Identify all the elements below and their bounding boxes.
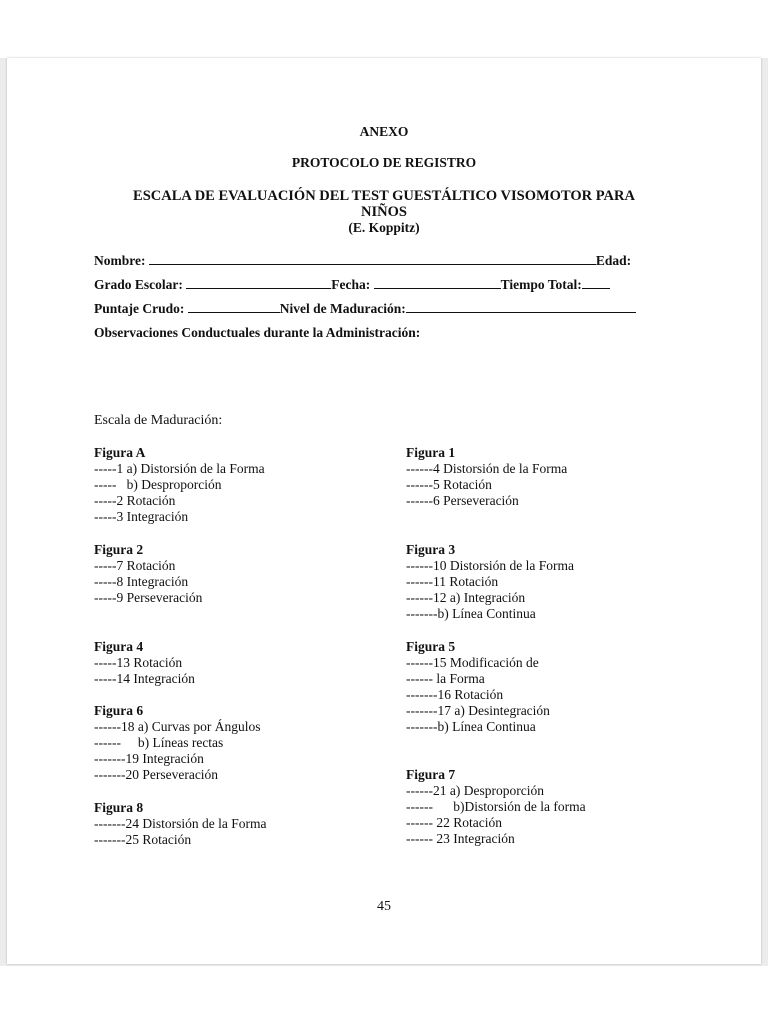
- top-margin: [0, 0, 768, 58]
- grade-row: [94, 277, 610, 293]
- raw-score-field[interactable]: [188, 301, 280, 313]
- figure-2-title: Figura 2: [94, 542, 144, 557]
- scale-title-line1: ESCALA DE EVALUACIÓN DEL TEST GUESTÁLTICO VISOMOTOR PARA: [133, 188, 635, 204]
- figure-6-title: Figura 6: [94, 703, 144, 718]
- page-number: 45: [377, 899, 391, 914]
- raw-score-label: Puntaje Crudo:: [94, 301, 185, 316]
- figure-1-item: ------4 Distorsión de la Forma: [406, 461, 568, 476]
- name-label: Nombre:: [94, 253, 146, 268]
- figure-a-item: -----2 Rotación: [94, 493, 176, 508]
- maturity-scale-label: Escala de Maduración:: [94, 413, 223, 428]
- figure-1-item: ------6 Perseveración: [406, 493, 519, 508]
- date-label: Fecha:: [331, 277, 371, 292]
- observations-label: Observaciones Conductuales durante la Administración:: [94, 325, 421, 340]
- total-time-label: Tiempo Total:: [500, 277, 582, 292]
- figure-1-title: Figura 1: [406, 445, 456, 460]
- figure-2-item: -----8 Integración: [94, 574, 189, 589]
- date-field[interactable]: [374, 277, 501, 289]
- figure-7-item: ------ b)Distorsión de la forma: [406, 799, 586, 814]
- figure-3-item: -------b) Línea Continua: [406, 606, 536, 621]
- figure-7-item: ------ 23 Integración: [406, 831, 515, 846]
- figure-4-item: -----13 Rotación: [94, 655, 183, 670]
- name-row: [94, 253, 631, 269]
- figure-3-title: Figura 3: [406, 542, 456, 557]
- figure-6-item: -------19 Integración: [94, 751, 204, 766]
- figure-5-item: ------ la Forma: [406, 671, 485, 686]
- figure-7-item: ------ 22 Rotación: [406, 815, 502, 830]
- figure-a-item: -----3 Integración: [94, 509, 189, 524]
- score-row: [94, 301, 636, 317]
- figure-a-block: [94, 445, 265, 525]
- figure-5-item: -------16 Rotación: [406, 687, 504, 702]
- figure-5-item: -------b) Línea Continua: [406, 719, 536, 734]
- figure-7-block: [406, 767, 586, 847]
- figure-6-item: ------ b) Líneas rectas: [94, 735, 224, 750]
- figure-3-item: ------11 Rotación: [406, 574, 499, 589]
- total-time-field[interactable]: [582, 277, 610, 289]
- figure-5-title: Figura 5: [406, 639, 456, 654]
- maturity-level-label: Nivel de Maduración:: [279, 301, 406, 316]
- figure-4-title: Figura 4: [94, 639, 144, 654]
- figure-1-item: ------5 Rotación: [406, 477, 492, 492]
- document-page: [7, 58, 761, 964]
- author-line: (E. Koppitz): [348, 220, 420, 235]
- figure-a-item: -----1 a) Distorsión de la Forma: [94, 461, 265, 476]
- protocol-heading: PROTOCOLO DE REGISTRO: [291, 155, 477, 170]
- figure-6-item: ------18 a) Curvas por Ángulos: [94, 719, 261, 734]
- maturity-level-field[interactable]: [406, 301, 636, 313]
- figure-2-item: -----7 Rotación: [94, 558, 176, 573]
- figure-8-title: Figura 8: [94, 800, 144, 815]
- figure-6-item: -------20 Perseveración: [94, 767, 219, 782]
- grade-field[interactable]: [186, 277, 331, 289]
- figure-7-item: ------21 a) Desproporción: [406, 783, 544, 798]
- figure-8-item: -------25 Rotación: [94, 832, 192, 847]
- figure-4-item: -----14 Integración: [94, 671, 195, 686]
- figure-8-item: -------24 Distorsión de la Forma: [94, 816, 267, 831]
- figure-1-block: [406, 445, 567, 509]
- scale-title-line2: NIÑOS: [361, 204, 407, 220]
- figure-2-item: -----9 Perseveración: [94, 590, 203, 605]
- figure-3-item: ------12 a) Integración: [406, 590, 526, 605]
- figure-8-block: [94, 800, 266, 848]
- grade-label: Grado Escolar:: [94, 277, 183, 292]
- name-field[interactable]: [149, 253, 596, 265]
- figure-2-block: [94, 542, 202, 606]
- figure-3-item: ------10 Distorsión de la Forma: [406, 558, 574, 573]
- figure-6-block: [94, 703, 260, 783]
- figure-5-item: ------15 Modificación de: [406, 655, 539, 670]
- figure-4-block: [94, 639, 195, 687]
- figure-a-title: Figura A: [94, 445, 146, 460]
- figure-5-block: [406, 639, 550, 735]
- figure-3-block: [406, 542, 574, 622]
- annex-heading: ANEXO: [359, 124, 409, 139]
- age-label: Edad:: [595, 253, 632, 268]
- bottom-margin: [0, 966, 768, 1024]
- figure-a-item: ----- b) Desproporción: [94, 477, 222, 492]
- figure-5-item: -------17 a) Desintegración: [406, 703, 550, 718]
- figure-7-title: Figura 7: [406, 767, 456, 782]
